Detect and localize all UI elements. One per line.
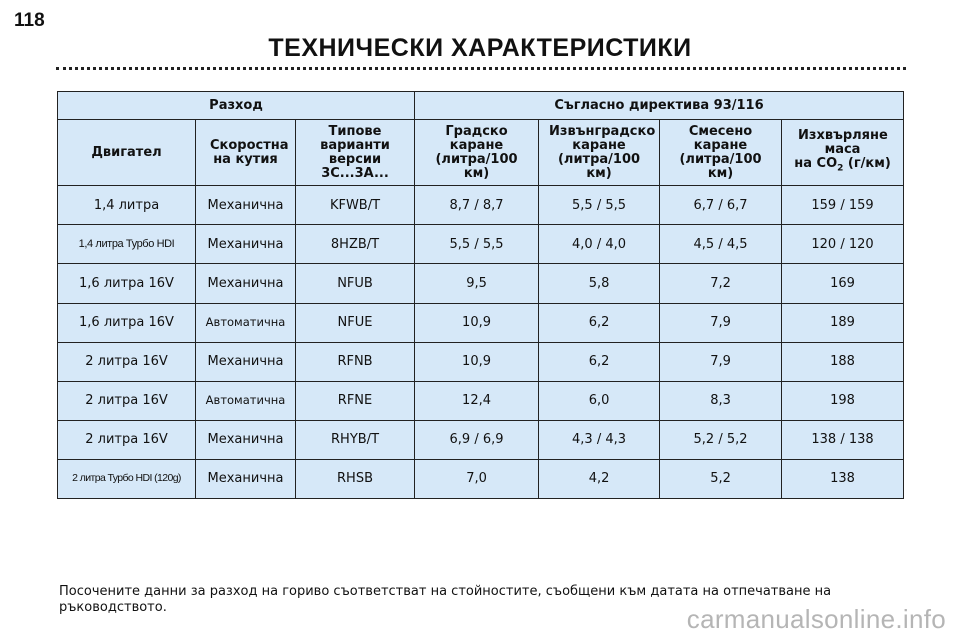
cell-gearbox: Механична — [196, 186, 296, 225]
cell-co2: 198 — [782, 381, 904, 420]
cell-combined: 6,7 / 6,7 — [660, 186, 782, 225]
table-row — [58, 225, 904, 264]
co2-header-unit: (г/км) — [843, 156, 891, 172]
cell-extra-urban: 6,2 — [539, 342, 660, 381]
cell-combined: 5,2 / 5,2 — [660, 420, 782, 459]
page-number: 118 — [14, 10, 45, 31]
cell-gearbox: Автоматична — [196, 303, 296, 342]
cell-gearbox: Механична — [196, 264, 296, 303]
table-body — [58, 186, 904, 499]
column-header-gearbox: Скоростна на кутия — [196, 120, 296, 186]
cell-co2: 138 — [782, 459, 904, 498]
cell-engine: 1,4 литра Турбо HDI — [58, 225, 196, 264]
cell-combined: 7,9 — [660, 303, 782, 342]
footnote: Посочените данни за разход на гориво съответстват на стойностите, съобщени към датата на отпечатване на ръководството. — [59, 584, 832, 615]
page-title: ТЕХНИЧЕСКИ ХАРАКТЕРИСТИКИ — [268, 34, 692, 62]
cell-co2: 188 — [782, 342, 904, 381]
cell-variant: NFUE — [296, 303, 415, 342]
co2-header-line2 — [784, 157, 901, 176]
title-divider — [56, 67, 906, 70]
column-header-extra-urban: Извънградско каране (литра/100 км) — [539, 120, 660, 186]
table-row — [58, 342, 904, 381]
cell-extra-urban: 5,8 — [539, 264, 660, 303]
cell-engine: 2 литра Турбо HDI (120g) — [58, 459, 196, 498]
cell-engine: 1,4 литра — [58, 186, 196, 225]
cell-variant: RHYB/T — [296, 420, 415, 459]
cell-gearbox: Механична — [196, 459, 296, 498]
cell-co2: 159 / 159 — [782, 186, 904, 225]
cell-variant: NFUB — [296, 264, 415, 303]
table-row — [58, 186, 904, 225]
column-header-row — [58, 120, 904, 186]
cell-extra-urban: 6,0 — [539, 381, 660, 420]
cell-variant: KFWB/T — [296, 186, 415, 225]
table-row — [58, 303, 904, 342]
cell-combined: 4,5 / 4,5 — [660, 225, 782, 264]
table-row — [58, 381, 904, 420]
column-header-urban: Градско каране (литра/100 км) — [415, 120, 539, 186]
group-header-directive: Съгласно директива 93/116 — [415, 92, 904, 120]
cell-co2: 138 / 138 — [782, 420, 904, 459]
column-header-engine: Двигател — [58, 120, 196, 186]
watermark: carmanualsonline.info — [686, 604, 946, 634]
cell-engine: 2 литра 16V — [58, 342, 196, 381]
cell-variant: 8HZB/T — [296, 225, 415, 264]
cell-engine: 2 литра 16V — [58, 381, 196, 420]
cell-urban: 10,9 — [415, 342, 539, 381]
table-row — [58, 264, 904, 303]
cell-engine: 1,6 литра 16V — [58, 303, 196, 342]
cell-extra-urban: 4,3 / 4,3 — [539, 420, 660, 459]
co2-header-line1: Изхвърляне маса — [798, 128, 888, 158]
cell-urban: 5,5 / 5,5 — [415, 225, 539, 264]
table-row — [58, 459, 904, 498]
cell-urban: 12,4 — [415, 381, 539, 420]
cell-gearbox: Автоматична — [196, 381, 296, 420]
cell-engine: 2 литра 16V — [58, 420, 196, 459]
cell-urban: 7,0 — [415, 459, 539, 498]
group-header-row — [58, 92, 904, 120]
cell-gearbox: Механична — [196, 225, 296, 264]
cell-engine: 1,6 литра 16V — [58, 264, 196, 303]
cell-extra-urban: 6,2 — [539, 303, 660, 342]
cell-co2: 189 — [782, 303, 904, 342]
cell-extra-urban: 4,0 / 4,0 — [539, 225, 660, 264]
cell-combined: 8,3 — [660, 381, 782, 420]
cell-gearbox: Механична — [196, 420, 296, 459]
cell-combined: 7,9 — [660, 342, 782, 381]
cell-combined: 7,2 — [660, 264, 782, 303]
group-header-consumption: Разход — [58, 92, 415, 120]
cell-urban: 8,7 / 8,7 — [415, 186, 539, 225]
table-row — [58, 420, 904, 459]
cell-variant: RHSB — [296, 459, 415, 498]
cell-urban: 9,5 — [415, 264, 539, 303]
column-header-co2 — [782, 120, 904, 186]
cell-co2: 120 / 120 — [782, 225, 904, 264]
column-header-combined: Смесено каране (литра/100 км) — [660, 120, 782, 186]
cell-variant: RFNE — [296, 381, 415, 420]
cell-gearbox: Механична — [196, 342, 296, 381]
co2-header-prefix: на СО — [794, 156, 838, 172]
fuel-consumption-table — [57, 91, 904, 499]
cell-urban: 6,9 / 6,9 — [415, 420, 539, 459]
cell-combined: 5,2 — [660, 459, 782, 498]
cell-urban: 10,9 — [415, 303, 539, 342]
co2-header-subscript: 2 — [837, 163, 844, 174]
cell-co2: 169 — [782, 264, 904, 303]
cell-extra-urban: 5,5 / 5,5 — [539, 186, 660, 225]
cell-extra-urban: 4,2 — [539, 459, 660, 498]
cell-variant: RFNB — [296, 342, 415, 381]
column-header-variants: Типове варианти версии 3C...3A... — [296, 120, 415, 186]
